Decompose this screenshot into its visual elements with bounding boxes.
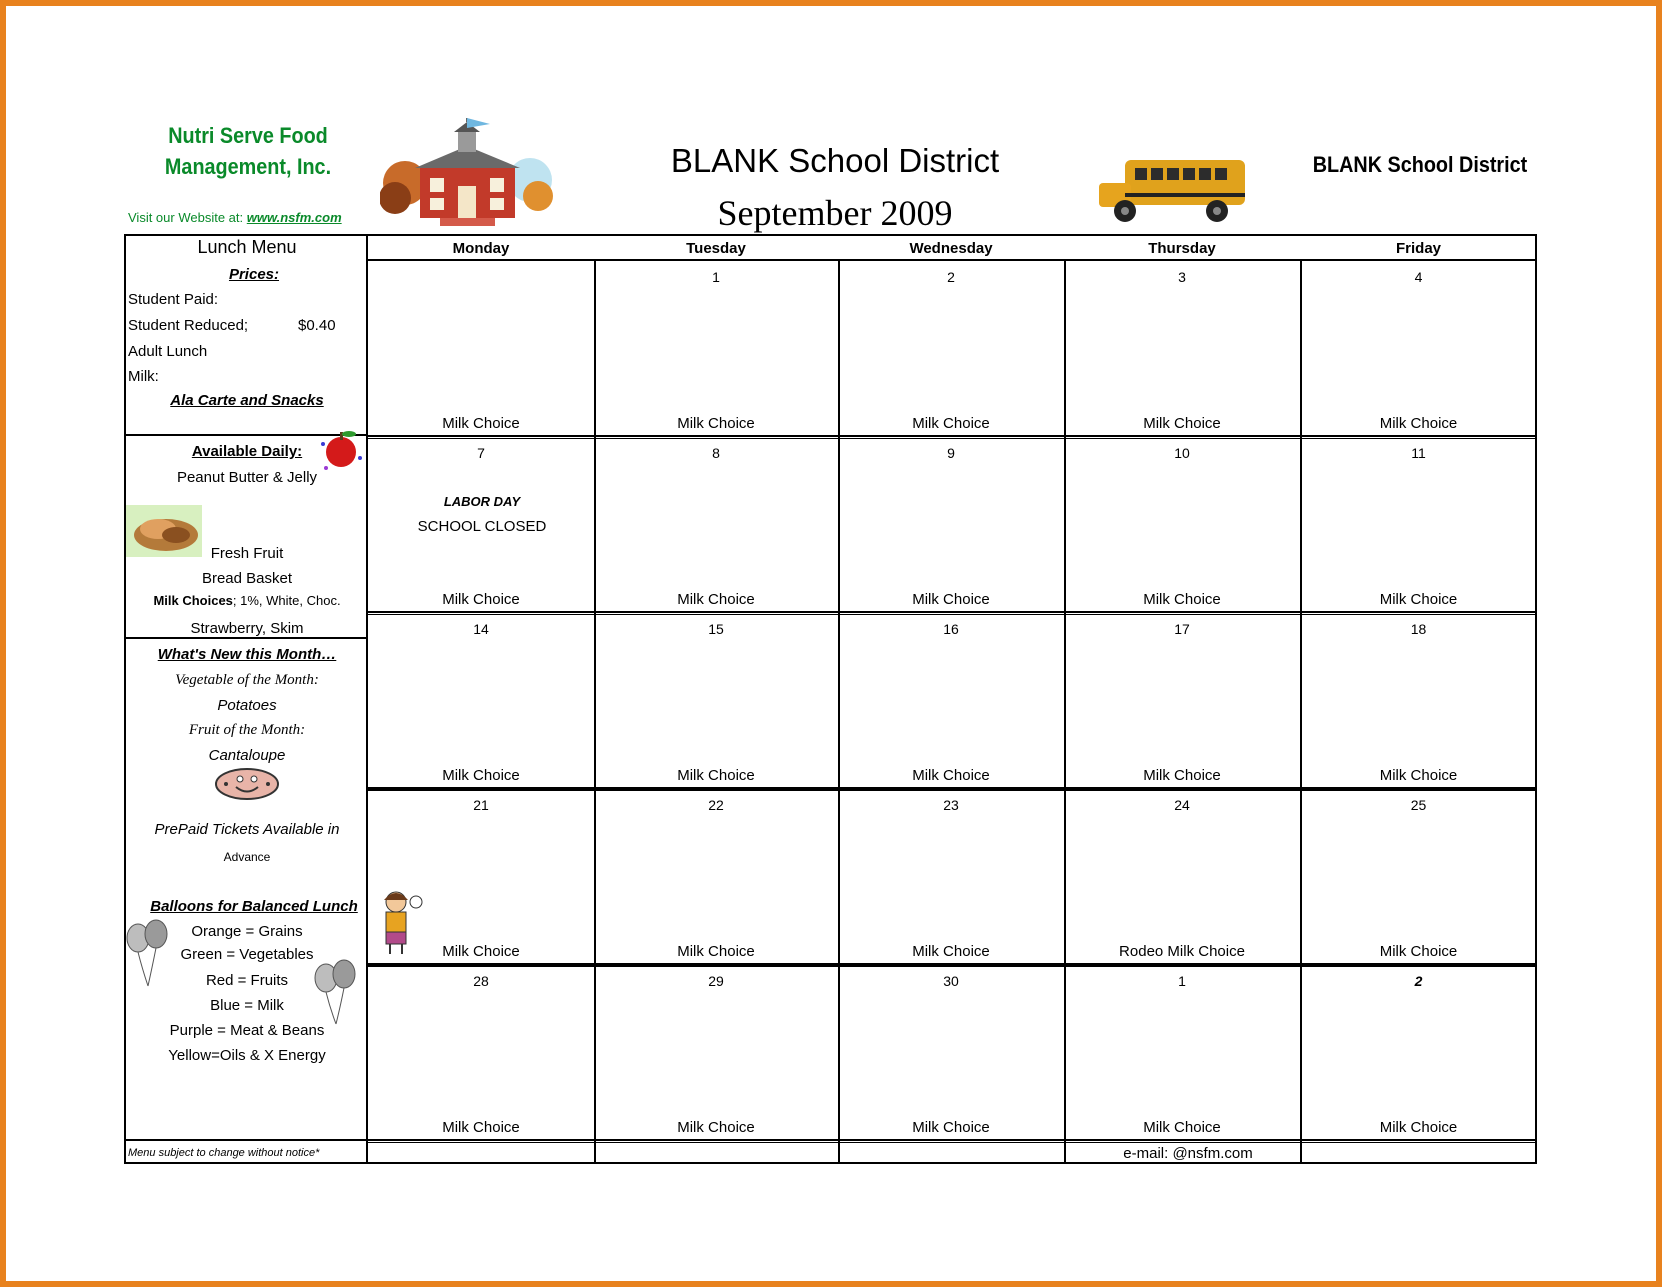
menu-change-notice: Menu subject to change without notice* — [128, 1147, 320, 1159]
milk-choice-label: Milk Choice — [1143, 591, 1221, 608]
district-name-right: BLANK School District — [1312, 152, 1528, 177]
week-divider — [366, 435, 1537, 437]
day-number: 2 — [1414, 973, 1423, 989]
available-daily-heading: Available Daily: — [191, 443, 303, 460]
day-number: 9 — [947, 445, 955, 461]
week-divider-inner — [366, 438, 1537, 439]
milk-choice-label: Milk Choice — [677, 415, 755, 432]
milk-choice-label: Milk Choice — [912, 943, 990, 960]
milk-choice-label: Milk Choice — [1379, 591, 1458, 608]
column-divider — [1300, 259, 1302, 1164]
week-divider-inner — [366, 614, 1537, 615]
weekday-header-thursday: Thursday — [1148, 240, 1216, 257]
balloon-orange-key: Orange = Grains — [191, 923, 303, 940]
day-number: 4 — [1414, 269, 1423, 285]
footer-divider-inner — [366, 1142, 1537, 1143]
website-label: Visit our Website at: — [128, 210, 244, 225]
milk-choice-label: Milk Choice — [1379, 415, 1458, 432]
footer-column-divider — [594, 1141, 596, 1164]
week-divider — [366, 611, 1537, 613]
milk-choice-label: Milk Choice — [912, 591, 990, 608]
sidebar-footer-divider — [124, 1139, 368, 1141]
day-number: 11 — [1411, 445, 1426, 461]
milk-choice-label: Milk Choice — [1379, 1119, 1458, 1136]
day-number: 22 — [708, 797, 724, 813]
milk-choice-label: Milk Choice — [442, 415, 520, 432]
milk-choice-label: Milk Choice — [442, 1119, 520, 1136]
milk-choice-label: Milk Choice — [677, 1119, 755, 1136]
weekday-header-tuesday: Tuesday — [686, 240, 746, 257]
balloons-icon-2 — [310, 956, 362, 1026]
student-paid-label: Student Paid: — [128, 291, 219, 308]
student-reduced-label: Student Reduced; — [128, 317, 249, 334]
girl-with-lunch-icon — [376, 888, 424, 956]
bread-basket-item: Bread Basket — [201, 570, 293, 587]
day-number: 18 — [1410, 621, 1427, 637]
day-number: 14 — [473, 621, 489, 637]
fruit-of-month-value: Cantaloupe — [208, 747, 286, 764]
balloon-blue-key: Blue = Milk — [210, 997, 284, 1014]
weekday-header-friday: Friday — [1395, 240, 1441, 257]
student-reduced-price: $0.40 — [298, 317, 336, 334]
prices-heading: Prices: — [228, 266, 280, 283]
strawberry-skim-item: Strawberry, Skim — [190, 620, 304, 637]
column-divider — [594, 259, 596, 1164]
footer-divider — [366, 1139, 1537, 1141]
sidebar-section-divider — [124, 637, 368, 639]
milk-choice-label: Milk Choice — [1379, 767, 1458, 784]
milk-choice-label: Milk Choice — [912, 415, 990, 432]
labor-day-label: LABOR DAY — [443, 494, 521, 509]
milk-choices-label: Milk Choices — [153, 593, 233, 608]
lunch-menu-heading: Lunch Menu — [197, 237, 297, 257]
balloon-purple-key: Purple = Meat & Beans — [169, 1022, 325, 1039]
milk-choice-label: Milk Choice — [1143, 767, 1221, 784]
company-name-line1: Nutri Serve Food — [168, 123, 328, 148]
milk-price-label: Milk: — [128, 368, 159, 385]
week-divider — [366, 963, 1537, 967]
day-number: 8 — [712, 445, 720, 461]
day-number: 23 — [943, 797, 959, 813]
milk-choice-label: Rodeo Milk Choice — [1119, 943, 1245, 960]
website-link[interactable]: www.nsfm.com — [246, 210, 342, 225]
vegetable-of-month-label: Vegetable of the Month: — [175, 672, 319, 688]
adult-lunch-label: Adult Lunch — [128, 343, 208, 360]
column-divider — [1064, 259, 1066, 1164]
day-number: 10 — [1174, 445, 1190, 461]
weekday-header-wednesday: Wednesday — [909, 240, 993, 257]
balloon-green-key: Green = Vegetables — [180, 946, 314, 963]
balloons-heading: Balloons for Balanced Lunch — [150, 898, 358, 915]
website-line — [128, 210, 342, 225]
weekday-header-monday: Monday — [452, 240, 510, 257]
schoolhouse-icon — [380, 118, 555, 233]
milk-choice-label: Milk Choice — [442, 943, 520, 960]
milk-choice-label: Milk Choice — [677, 591, 755, 608]
milk-choice-label: Milk Choice — [1379, 943, 1458, 960]
day-number: 2 — [947, 269, 955, 285]
fresh-fruit-item: Fresh Fruit — [210, 545, 284, 562]
day-number: 24 — [1174, 797, 1190, 813]
milk-choice-label: Milk Choice — [912, 767, 990, 784]
company-name-line2: Management, Inc. — [164, 154, 332, 179]
labor-day-title — [372, 494, 592, 509]
fruit-of-month-label: Fruit of the Month: — [188, 722, 306, 738]
email-contact[interactable]: e-mail: @nsfm.com — [1123, 1145, 1253, 1162]
grid-top-border — [124, 234, 1537, 236]
day-number: 16 — [943, 621, 959, 637]
vegetable-of-month-value: Potatoes — [217, 697, 277, 714]
page-title: BLANK School District — [670, 142, 1000, 179]
balloon-red-key: Red = Fruits — [205, 972, 289, 989]
peanut-butter-item: Peanut Butter & Jelly — [176, 469, 318, 486]
day-number: 1 — [1178, 973, 1186, 989]
grid-right-border — [1535, 234, 1537, 1164]
day-number: 15 — [708, 621, 724, 637]
milk-choice-label: Milk Choice — [442, 767, 520, 784]
day-number: 30 — [943, 973, 959, 989]
milk-choices-line — [126, 593, 368, 608]
school-bus-icon — [1095, 155, 1250, 230]
company-name — [131, 120, 365, 182]
day-number: 28 — [473, 973, 489, 989]
day-number: 7 — [477, 445, 485, 461]
prepaid-tickets-text: PrePaid Tickets Available in — [154, 821, 340, 838]
milk-choice-label: Milk Choice — [1143, 1119, 1221, 1136]
milk-choice-label: Milk Choice — [677, 943, 755, 960]
month-title: September 2009 — [717, 193, 953, 233]
grid-bottom-border — [124, 1162, 1537, 1164]
apple-icon — [318, 424, 364, 472]
balloon-yellow-key: Yellow=Oils & X Energy — [168, 1047, 326, 1064]
advance-text: Advance — [223, 850, 271, 864]
whats-new-heading: What's New this Month… — [157, 646, 337, 663]
school-closed-label: SCHOOL CLOSED — [417, 518, 547, 535]
milk-choice-label: Milk Choice — [442, 591, 520, 608]
day-number: 1 — [712, 269, 720, 285]
day-number: 3 — [1178, 269, 1186, 285]
day-number: 29 — [708, 973, 724, 989]
day-number: 17 — [1174, 621, 1190, 637]
ala-carte-heading: Ala Carte and Snacks — [170, 392, 324, 409]
milk-choice-label: Milk Choice — [677, 767, 755, 784]
week-divider — [366, 787, 1537, 791]
column-divider — [838, 259, 840, 1164]
day-number: 25 — [1410, 797, 1427, 813]
milk-choice-label: Milk Choice — [912, 1119, 990, 1136]
smiling-cookie-icon — [214, 766, 280, 802]
day-number: 21 — [473, 797, 489, 813]
milk-choices-values: ; 1%, White, Choc. — [232, 593, 341, 608]
milk-choice-label: Milk Choice — [1143, 415, 1221, 432]
